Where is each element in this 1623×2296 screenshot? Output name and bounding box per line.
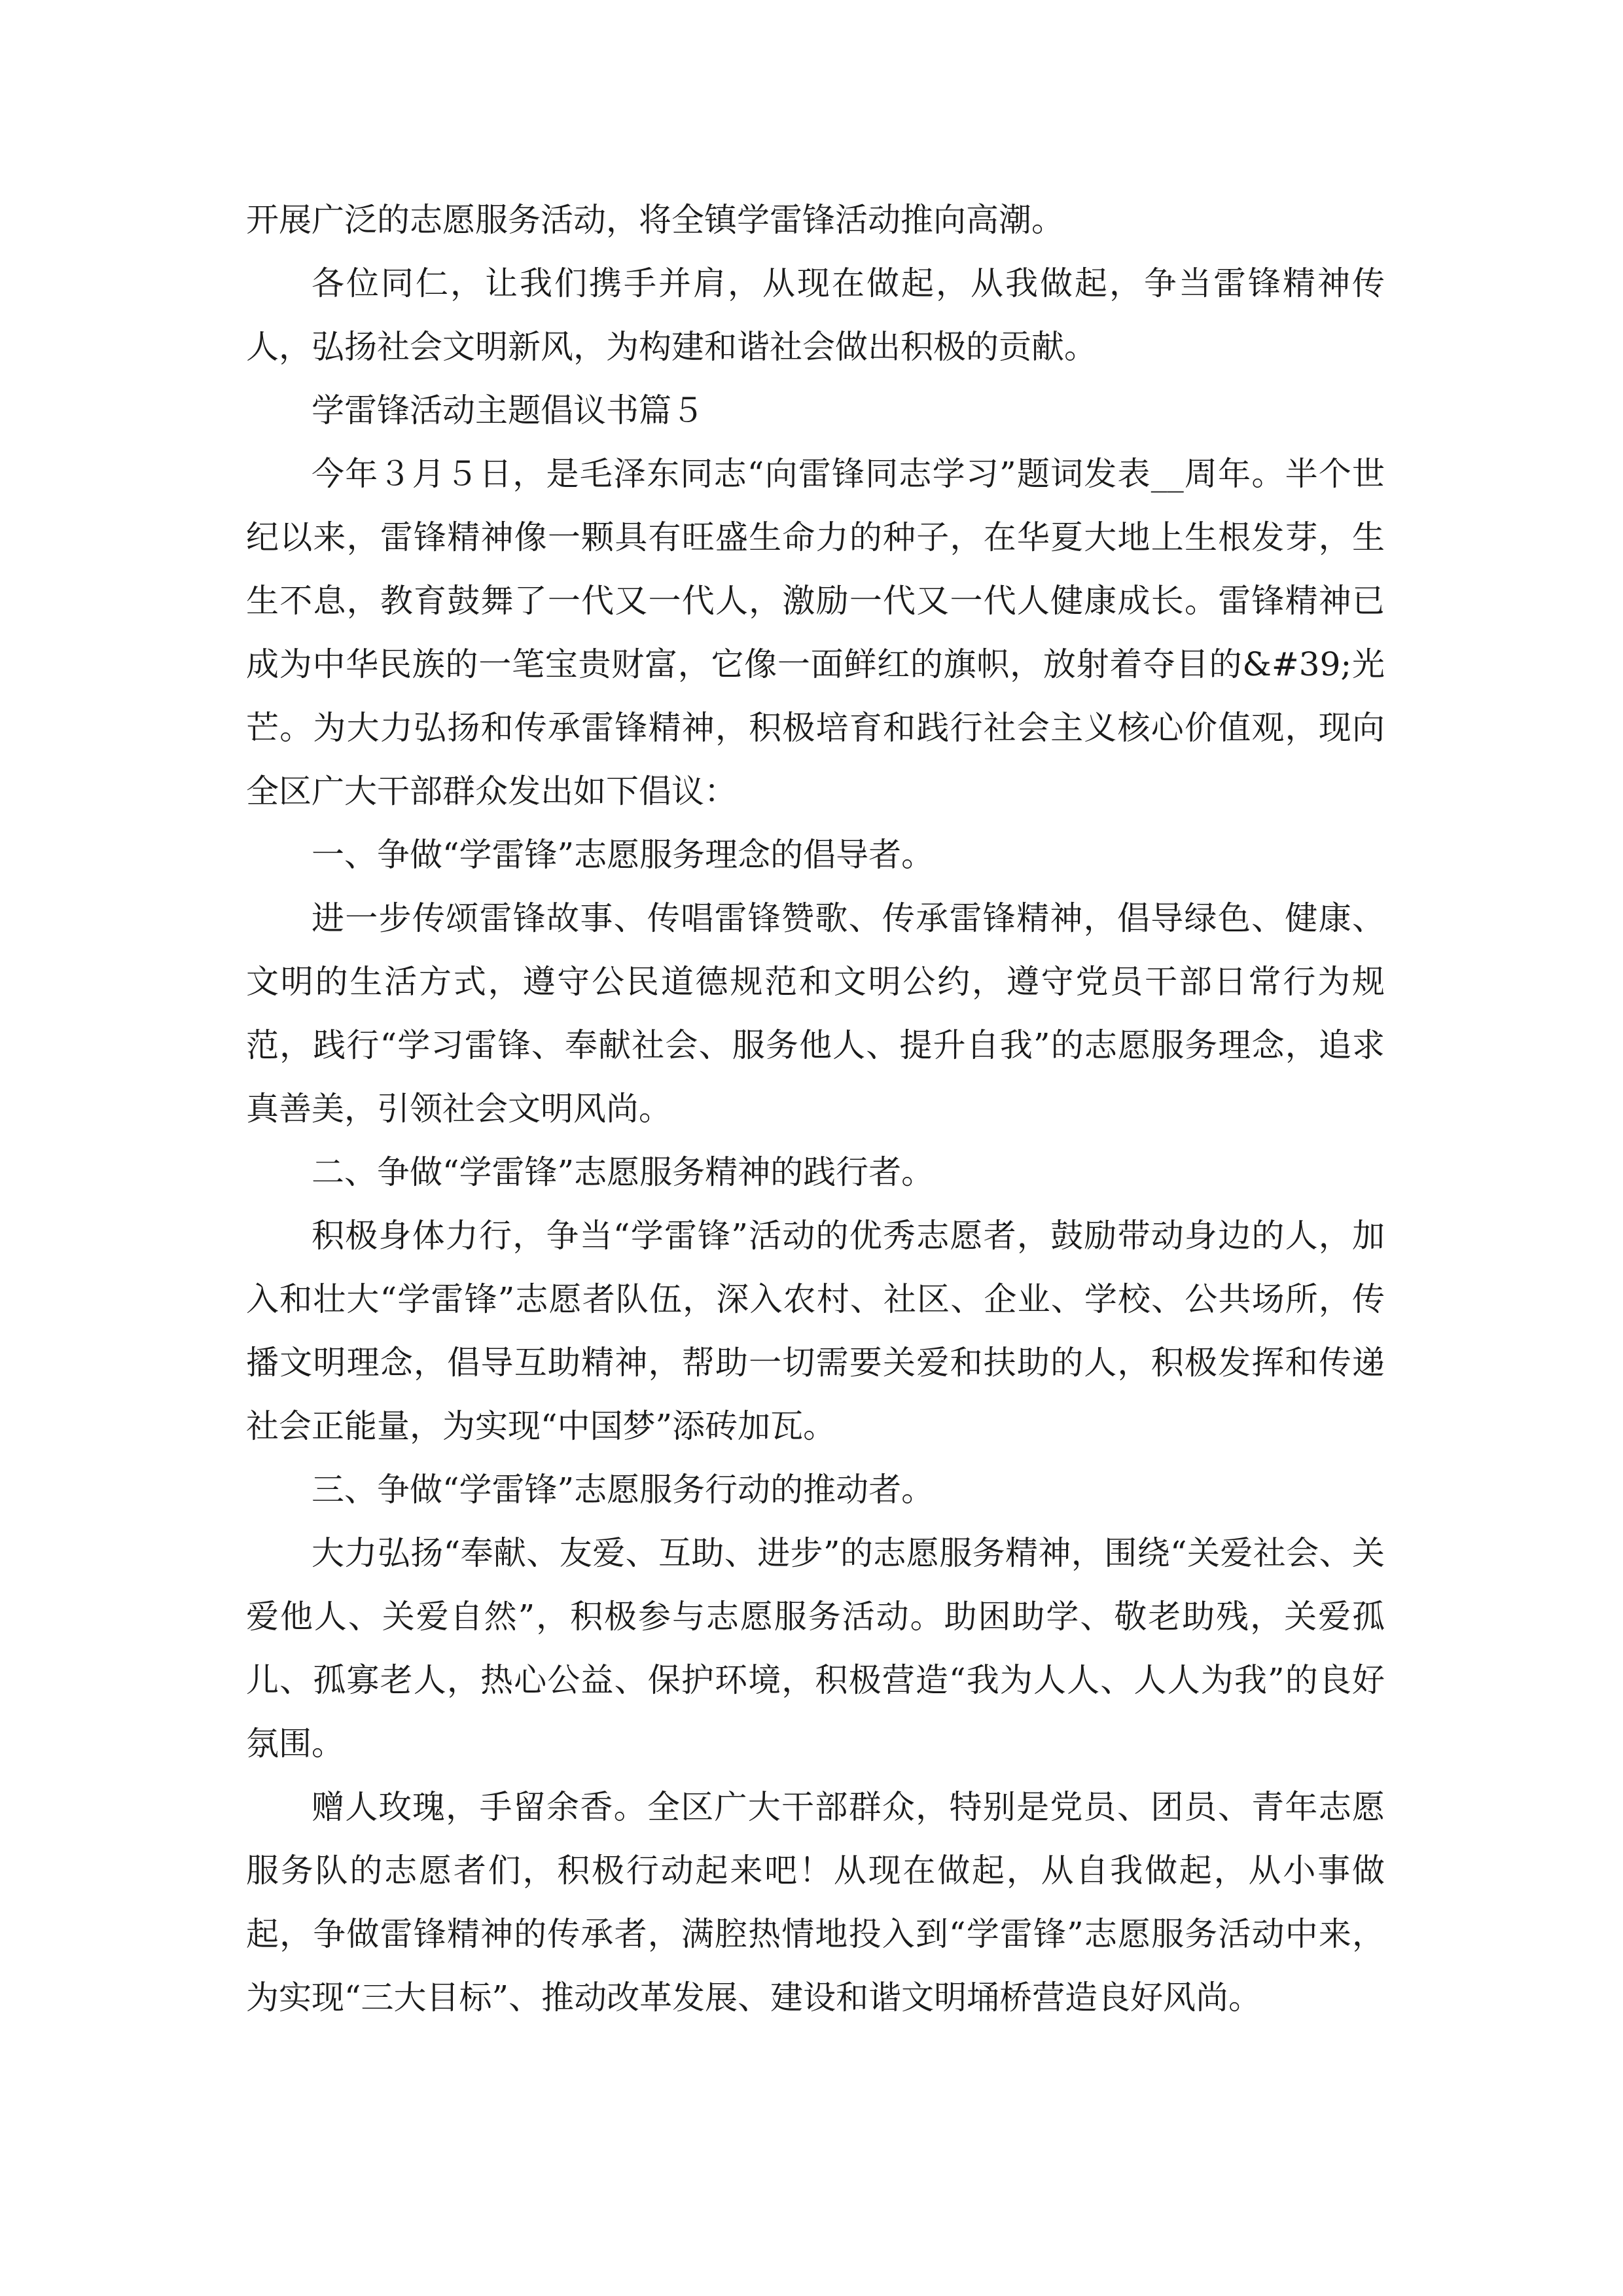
heading-item-3: 三、争做“学雷锋”志愿服务行动的推动者。 (312, 1471, 935, 1509)
paragraph-item-2: 积极身体力行，争当“学雷锋”活动的优秀志愿者，鼓励带动身边的人，加入和壮大“学雷锋”志愿者队伍，深入农村、社区、企业、学校、公共场所，传播文明理念，倡导互助精神，帮助一切需要关爱和扶助的人，积极发挥和传递社会正能量，为实现“中国梦”添砖加瓦。 (246, 1217, 1385, 1445)
section-title: 学雷锋活动主题倡议书篇５ (312, 391, 704, 429)
heading-item-1: 一、争做“学雷锋”志愿服务理念的倡导者。 (312, 836, 935, 874)
paragraph-continuation: 开展广泛的志愿服务活动，将全镇学雷锋活动推向高潮。 (246, 201, 1064, 239)
document-body (246, 188, 1385, 2030)
heading-item-2: 二、争做“学雷锋”志愿服务精神的践行者。 (312, 1153, 935, 1191)
paragraph-closing-appeal: 各位同仁，让我们携手并肩，从现在做起，从我做起，争当雷锋精神传人，弘扬社会文明新风，为构建和谐社会做出积极的贡献。 (246, 264, 1385, 366)
paragraph-conclusion: 赠人玫瑰，手留余香。全区广大干部群众，特别是党员、团员、青年志愿服务队的志愿者们，积极行动起来吧！从现在做起，从自我做起，从小事做起，争做雷锋精神的传承者，满腔热情地投入到“学雷锋”志愿服务活动中来，为实现“三大目标”、推动改革发展、建设和谐文明埇桥营造良好风尚。 (246, 1788, 1385, 2017)
paragraph-intro: 今年３月５日，是毛泽东同志“向雷锋同志学习”题词发表__周年。半个世纪以来，雷锋精神像一颗具有旺盛生命力的种子，在华夏大地上生根发芽，生生不息，教育鼓舞了一代又一代人，激励一代又一代人健康成长。雷锋精神已成为中华民族的一笔宝贵财富，它像一面鲜红的旗帜，放射着夺目的&#39;光芒。为大力弘扬和传承雷锋精神，积极培育和践行社会主义核心价值观，现向全区广大干部群众发出如下倡议： (246, 455, 1385, 810)
paragraph-item-1: 进一步传颂雷锋故事、传唱雷锋赞歌、传承雷锋精神，倡导绿色、健康、文明的生活方式，遵守公民道德规范和文明公约，遵守党员干部日常行为规范，践行“学习雷锋、奉献社会、服务他人、提升自我”的志愿服务理念，追求真善美，引领社会文明风尚。 (246, 899, 1385, 1128)
paragraph-item-3: 大力弘扬“奉献、友爱、互助、进步”的志愿服务精神，围绕“关爱社会、关爱他人、关爱自然”，积极参与志愿服务活动。助困助学、敬老助残，关爱孤儿、孤寡老人，热心公益、保护环境，积极营造“我为人人、人人为我”的良好氛围。 (246, 1534, 1385, 1763)
